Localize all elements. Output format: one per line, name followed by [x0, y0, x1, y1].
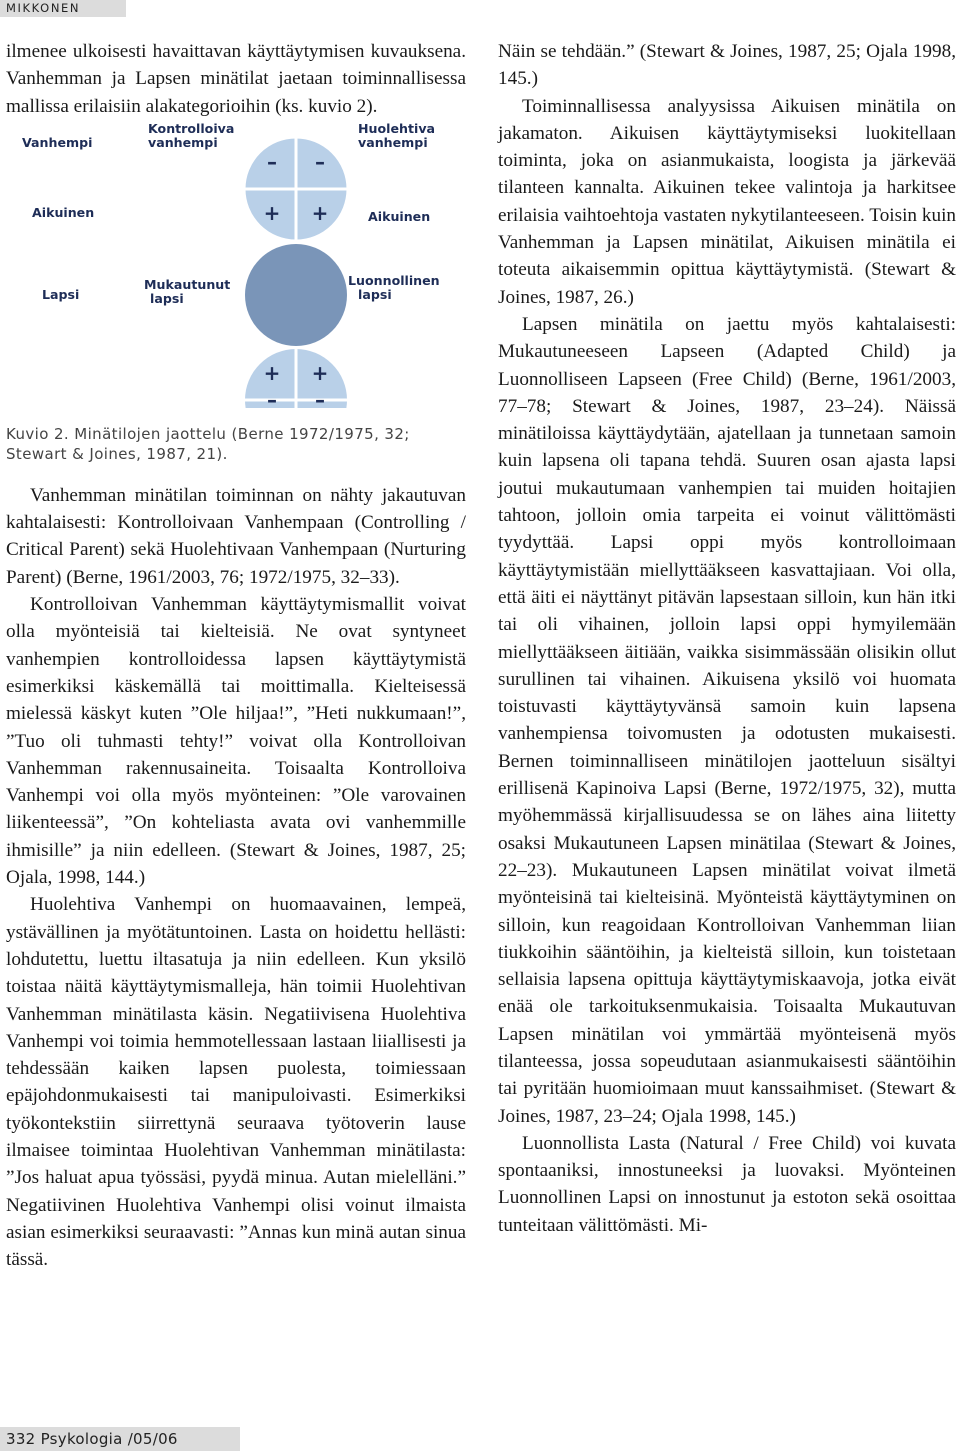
- paragraph: Lapsen minätila on jaettu myös kahtalaisesti: Mukautuneeseen Lapseen (Adapted Child) ja Luonnolliseen Lapseen (Free Child) (Berne, 1961/2003, 77–78; Stewart & Joines, 1987, 23–24). Näissä minätiloissa käyttäydytään, ajatellaan ja tunnetaan samoin kuin lapsena oli tapana tehdä. Suuren osan ajasta lapsi joutui mukautumaan vanhempien tai muiden hoitajien tahtoon, jolloin omia tarpeita ei voinut välittömästi tyydyttää. Lapsi oppi myös kontrolloimaan käyttäytymistään miellyttääkseen kasvattajiaan. Voi olla, että äiti ei näyttänyt pitävän lapsestaan silloin, kun hän itki tai oli vihainen, jolloin lapsi oppi hymyilemään miellyttääkseen äitiään, vaikka sisimmässään olisikin ollut surullinen tai vihainen. Aikuisena yksilö voi huomata toistuvasti käyttäytyvänsä samoin kuin lapsena vanhempiensa toivomusten ja odotusten mukaisesti. Bernen toiminnalliseen minätilojen jaotteluun sisältyi erillisenä Kapinoiva Lapsi (Berne, 1972/1975, 32), mutta myöhemmässä kirjallisuudessa se on lähes aina liitetty osaksi Mukautuneen Lapsen minätilaa (Stewart & Joines, 22–23). Mukautuneen Lapsen minätilat voivat ilmetä myönteisinä tai kielteisinä. Myönteistä käyttäytyminen on silloin, kun reagoidaan Kontrolloivan Vanhemman liian tiukkoihin sääntöihin, ja kielteistä silloin, kun toistetaan sellaisia lapsena opittuja käyttäytymiskaavoja, jotka eivät enää ole tarkoituksenmukaisia. Toisaalta Mukautuvan Lapsen minätilan voi ymmärtää myönteisenä myös tilanteessa, jossa sopeudutaan asianmukaisesti sääntöihin tai pyritään huomioimaan muut kanssaihmiset. (Stewart & Joines, 1987, 23–24; Ojala 1998, 145.): [498, 313, 956, 1127]
- sign-top-left: –: [267, 149, 277, 174]
- label-mukautunut: [144, 278, 230, 306]
- label-kontrolloiva-line2: vanhempi: [148, 134, 218, 150]
- adult-circle: [245, 244, 347, 346]
- sign-top-bottom-right: +: [311, 200, 329, 225]
- label-aikuinen-right: Aikuinen: [368, 208, 431, 224]
- label-aikuinen-left: Aikuinen: [32, 204, 95, 220]
- paragraph: Luonnollista Lasta (Natural / Free Child) voi kuvata spontaaniksi, innostuneeksi ja luovaksi. Myönteinen Luonnollinen Lapsi on innostunut ja estoton sekä osoittaa tunteitaan välittömästi. Mi-: [498, 1132, 956, 1236]
- right-column: [498, 38, 956, 1239]
- figure-caption: Kuvio 2. Minätilojen jaottelu (Berne 1972/1975, 32; Stewart & Joines, 1987, 21).: [6, 424, 410, 463]
- ego-states-figure: [6, 120, 466, 408]
- paragraph: Huolehtiva Vanhempi on huomaavainen, lempeä, ystävällinen ja myötätuntoinen. Lasta on hoidettu hellästi: lohdutettu, luettu iltasatuja ja niin edelleen. Kun yksilö toistaa näitä käyttäytymismalleja, hän toimii Huolehtivan Vanhemman minätilasta käsin. Negatiivisena Huolehtiva Vanhempi voi toimia hemmotellessaan lastaan liiallisesti ja tehdessään kaiken lapsen puolesta, toimiessaan epäjohdonmukaisesti tai manipuloivasti. Esimerkiksi työkontekstiin siirrettynä seuraava työtoverin lause ilmaisee toimintaa Huolehtivan Vanhemman minätilasta: ”Jos haluat apua työssäsi, pyydä minua. Autan mielelläni.” Negatiivinen Huolehtiva Vanhempi olisi voinut ilmaista asian esimerkiksi seuraavasti: ”Annas kun minä autan sinua tässä.: [6, 894, 466, 1271]
- paragraph: Näin se tehdään.” (Stewart & Joines, 1987, 25; Ojala 1998, 145.): [498, 41, 956, 90]
- paragraph: Vanhemman minätilan toiminnan on nähty jakautuvan kahtalaisesti: Kontrolloivaan Vanhempaan (Controlling / Critical Parent) sekä Huolehtivaan Vanhempaan (Nurturing Parent) (Berne, 1961/2003, 76; 1972/1975, 32–33).: [6, 484, 466, 588]
- label-huolehtiva-line2: vanhempi: [358, 134, 428, 150]
- label-vanhempi: Vanhempi: [22, 134, 93, 150]
- paragraph: Kontrolloivan Vanhemman käyttäytymismallit voivat olla myönteisiä tai kielteisiä. Ne ovat syntyneet vanhempien kontrolloidessa lapsen käyttäytymistä esimerkiksi käskemällä tai moittimalla. Kielteisessä mielessä käskyt kuten ”Ole hiljaa!”, ”Heti nukkumaan!”, ”Tuo oli tuhmasti tehty!” voivat olla Kontrolloivan Vanhemman rakennusaineita. Toisaalta Kontrolloiva Vanhempi voi olla myös myönteinen: ”Ole varovainen liikenteessä”, ”On kohteliasta avata ovi vanhemmille ihmisille” ja niin edelleen. (Stewart & Joines, 1987, 25; Ojala, 1998, 144.): [6, 594, 466, 889]
- label-mukautunut-line1: Mukautunut: [144, 276, 231, 292]
- running-head: MIKKONEN: [0, 0, 126, 17]
- sign-bottom-top-right: +: [311, 360, 329, 385]
- label-huolehtiva: [358, 122, 435, 150]
- label-luonnollinen-line1: Luonnollinen: [348, 272, 440, 288]
- label-kontrolloiva: [148, 122, 234, 150]
- child-circle: [245, 349, 347, 408]
- page-footer: 332 Psykologia /05/06: [0, 1427, 240, 1451]
- sign-bottom-top-left: +: [263, 360, 281, 385]
- label-luonnollinen-line2: lapsi: [358, 286, 392, 302]
- ego-states-diagram: [6, 132, 466, 408]
- sign-bottom-bottom-left: –: [267, 387, 277, 408]
- left-column: [6, 38, 466, 1274]
- label-kontrolloiva-line1: Kontrolloiva: [148, 120, 235, 136]
- label-huolehtiva-line1: Huolehtiva: [358, 120, 436, 136]
- label-luonnollinen: [348, 274, 440, 302]
- label-mukautunut-line2: lapsi: [150, 290, 184, 306]
- sign-bottom-bottom-right: –: [315, 387, 325, 408]
- sign-top-bottom-left: +: [263, 200, 281, 225]
- parent-circle: [245, 138, 347, 240]
- paragraph: Toiminnallisessa analyysissa Aikuisen minätila on jakamaton. Aikuisen käyttäytymiseksi luokitellaan toiminta, joka on asianmukaista, loogista ja järkevää tilanteen kannalta. Aikuinen tekee valintoja ja harkitsee erilaisia vaihtoehtoja vastaten nykytilanteeseen. Toisin kuin Vanhemman ja Lapsen minätilat, Aikuisen minätila ei toteuta aikaisemmin opittua käyttäytymistä. (Stewart & Joines, 1987, 26.): [498, 95, 956, 308]
- label-lapsi: Lapsi: [42, 286, 80, 302]
- paragraph: ilmenee ulkoisesti havaittavan käyttäytymisen kuvauksena. Vanhemman ja Lapsen minätilat jaetaan toiminnallisessa mallissa erilaisiin alakategorioihin (ks. kuvio 2).: [6, 41, 466, 117]
- sign-top-right: –: [315, 149, 325, 174]
